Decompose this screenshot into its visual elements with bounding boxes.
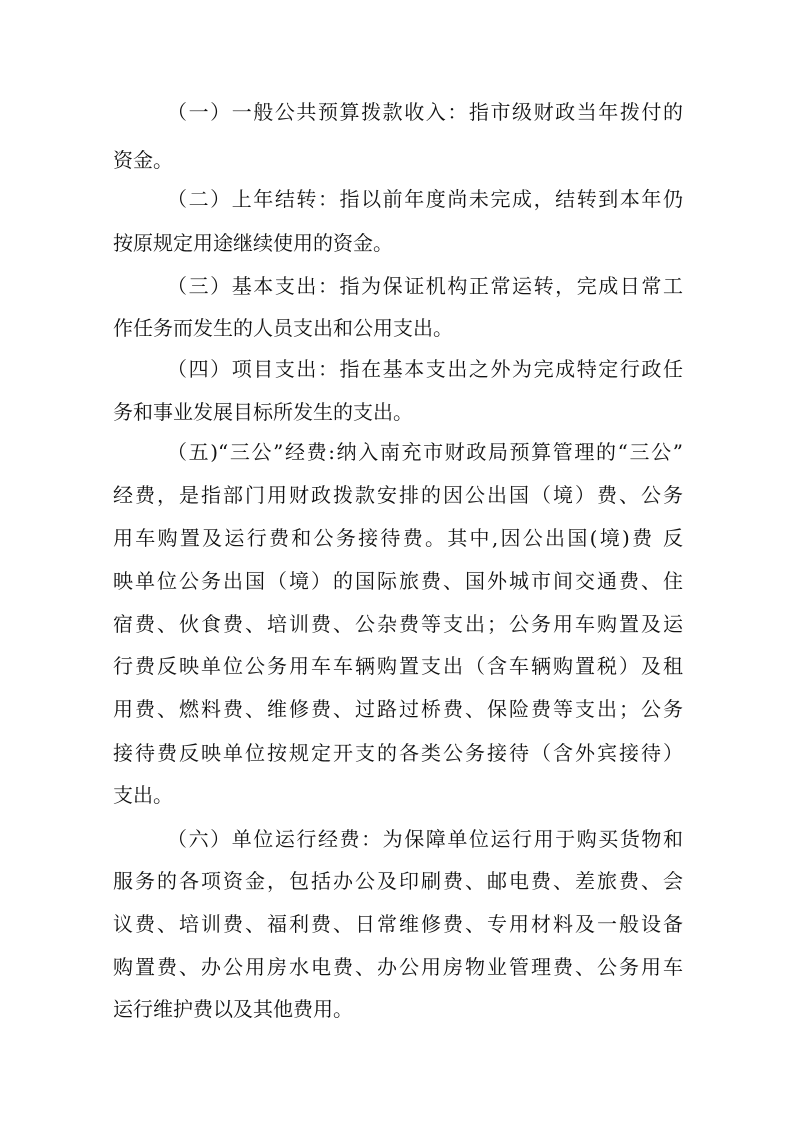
paragraph-4-line-1: （四）项目支出：指在基本支出之外为完成特定行政任 [167,357,683,381]
paragraph-5-line-9: 支出。 [113,783,173,807]
paragraph-5-line-1: （五)“三公”经费:纳入南充市财政局预算管理的“三公” [167,440,683,464]
paragraph-5-line-8: 接待费反映单位按规定开支的各类公务接待（含外宾接待） [113,741,683,765]
paragraph-5-line-6: 行费反映单位公务用车车辆购置支出（含车辆购置税）及租 [113,654,683,678]
paragraph-5-line-5: 宿费、伙食费、培训费、公杂费等支出；公务用车购置及运 [113,612,683,636]
paragraph-5-line-3: 用车购置及运行费和公务接待费。其中,因公出国(境)费 反 [113,526,683,550]
paragraph-3-line-1: （三）基本支出：指为保证机构正常运转，完成日常工 [167,274,683,298]
paragraph-2-line-2: 按原规定用途继续使用的资金。 [113,231,393,255]
paragraph-4-line-2: 务和事业发展目标所发生的支出。 [113,400,413,424]
paragraph-1-line-1: （一）一般公共预算拨款收入：指市级财政当年拨付的 [167,100,683,124]
paragraph-5-line-7: 用费、燃料费、维修费、过路过桥费、保险费等支出；公务 [113,697,683,721]
paragraph-2-line-1: （二）上年结转：指以前年度尚未完成，结转到本年仍 [167,187,683,211]
paragraph-1-line-2: 资金。 [113,148,173,172]
paragraph-5-line-4: 映单位公务出国（境）的国际旅费、国外城市间交通费、住 [113,569,683,593]
paragraph-6-line-1: （六）单位运行经费：为保障单位运行用于购买货物和 [167,827,683,851]
paragraph-3-line-2: 作任务而发生的人员支出和公用支出。 [113,316,453,340]
paragraph-6-line-4: 购置费、办公用房水电费、办公用房物业管理费、公务用车 [113,955,683,979]
paragraph-6-line-2: 服务的各项资金，包括办公及印刷费、邮电费、差旅费、会 [113,869,683,893]
paragraph-6-line-3: 议费、培训费、福利费、日常维修费、专用材料及一般设备 [113,912,683,936]
paragraph-6-line-5: 运行维护费以及其他费用。 [113,997,353,1021]
paragraph-5-line-2: 经费，是指部门用财政拨款安排的因公出国（境）费、公务 [113,483,683,507]
